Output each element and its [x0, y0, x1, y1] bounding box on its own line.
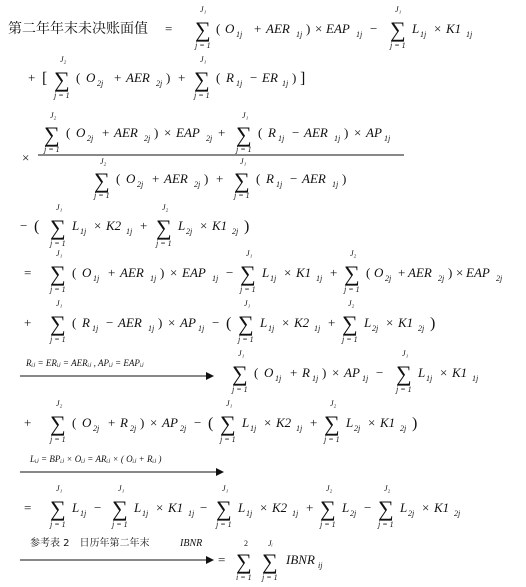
svg-text:j = 1: j = 1 [234, 191, 250, 200]
svg-text:): ) [344, 125, 349, 140]
svg-text:1j: 1j [148, 324, 155, 333]
svg-text:2j: 2j [350, 509, 357, 518]
svg-text:∑: ∑ [232, 361, 248, 386]
svg-text:−: − [376, 365, 384, 380]
svg-text:1j: 1j [93, 274, 100, 283]
svg-text:L: L [178, 218, 186, 233]
svg-text:R: R [268, 125, 276, 140]
svg-text:L: L [134, 500, 142, 515]
svg-text:2j: 2j [206, 134, 213, 143]
arrow-head [206, 372, 214, 380]
svg-text:2j: 2j [87, 134, 94, 143]
svg-text:+: + [152, 171, 160, 186]
svg-text:×: × [368, 415, 376, 430]
svg-text:+: + [290, 365, 298, 380]
svg-text:×: × [168, 315, 176, 330]
svg-text:−: − [250, 70, 258, 85]
svg-text:K2: K2 [272, 500, 288, 515]
svg-text:AP: AP [344, 365, 360, 380]
svg-text:+: + [254, 21, 262, 36]
svg-text:2j: 2j [372, 324, 379, 333]
svg-text:): ) [154, 125, 159, 140]
svg-text:∑: ∑ [44, 122, 60, 147]
svg-text:−: − [94, 500, 102, 515]
svg-text:∑: ∑ [50, 496, 66, 521]
svg-text:−: − [212, 315, 220, 330]
svg-text:2j: 2j [418, 324, 425, 333]
svg-text:O: O [76, 125, 86, 140]
svg-text:j = 1: j = 1 [262, 573, 278, 582]
svg-text:): ) [306, 21, 311, 36]
svg-text:j = 1: j = 1 [344, 285, 360, 294]
svg-text:2j: 2j [354, 424, 361, 433]
svg-text:∑: ∑ [390, 17, 406, 42]
svg-text:j = 1: j = 1 [378, 520, 394, 529]
svg-text:+: + [108, 265, 116, 280]
svg-text:+: + [28, 70, 36, 85]
svg-text:=: = [24, 265, 32, 280]
svg-text:j = 1: j = 1 [240, 285, 256, 294]
svg-text:O: O [126, 171, 136, 186]
svg-text:1j: 1j [150, 274, 157, 283]
svg-text:2j: 2j [93, 424, 100, 433]
svg-text:(: ( [254, 365, 259, 380]
svg-text:L: L [262, 265, 270, 280]
sum-sign: ∑ [195, 17, 211, 42]
svg-text:−: − [226, 265, 234, 280]
svg-text:×: × [156, 500, 164, 515]
svg-text:J₂: J₂ [56, 399, 63, 408]
svg-text:1j: 1j [332, 180, 339, 189]
svg-text:j = 1: j = 1 [320, 520, 336, 529]
svg-text:O: O [82, 265, 92, 280]
svg-text:∑: ∑ [50, 261, 66, 286]
svg-text:[: [ [42, 70, 48, 87]
svg-text:J₂: J₂ [350, 249, 357, 258]
svg-text:1j: 1j [80, 509, 87, 518]
svg-text:ij: ij [318, 561, 323, 570]
svg-text:O: O [264, 365, 274, 380]
svg-text:): ) [322, 365, 327, 380]
svg-text:1j: 1j [142, 509, 149, 518]
svg-text:(: ( [34, 218, 40, 235]
svg-text:AER: AER [164, 171, 188, 186]
svg-text:+: + [24, 315, 32, 330]
svg-text:): ) [160, 265, 165, 280]
svg-text:j = 1: j = 1 [50, 520, 66, 529]
svg-text:L: L [242, 415, 250, 430]
svg-text:2j: 2j [97, 79, 104, 88]
svg-text:×: × [422, 500, 430, 515]
svg-text:2j: 2j [438, 274, 445, 283]
svg-text:+: + [108, 415, 116, 430]
svg-text:L: L [72, 218, 80, 233]
svg-text:Jᵢ: Jᵢ [268, 539, 273, 548]
svg-text:2j: 2j [194, 180, 201, 189]
svg-text:AER: AER [302, 171, 326, 186]
svg-text:K1: K1 [168, 500, 184, 515]
svg-text:K2: K2 [276, 415, 292, 430]
svg-text:∑: ∑ [396, 361, 412, 386]
svg-text:×: × [94, 218, 102, 233]
svg-text:1j: 1j [292, 509, 299, 518]
svg-text:×: × [22, 150, 30, 165]
annotation-step3: Rᵢⱼ = ERᵢⱼ = AERᵢⱼ , APᵢⱼ = EAPᵢⱼ [26, 358, 144, 368]
svg-text:J₁: J₁ [56, 203, 63, 212]
svg-text:×: × [164, 125, 172, 140]
svg-text:K1: K1 [434, 500, 450, 515]
svg-text:+: + [102, 125, 110, 140]
svg-text:j = 1: j = 1 [236, 145, 252, 154]
svg-text:AP: AP [162, 415, 178, 430]
svg-text:+: + [398, 265, 406, 280]
svg-text:×: × [260, 500, 268, 515]
svg-text:1j: 1j [296, 30, 303, 39]
svg-text:K1: K1 [212, 218, 228, 233]
svg-text:+: + [306, 500, 314, 515]
svg-text:1j: 1j [278, 134, 285, 143]
annotation-step4: Lᵢⱼ = BPᵢⱼ × Oᵢⱼ = ARᵢⱼ × ( Oᵢⱼ + Rᵢⱼ ) [30, 454, 162, 464]
svg-text:+: + [114, 70, 122, 85]
svg-text:1j: 1j [268, 324, 275, 333]
svg-text:2j: 2j [400, 424, 407, 433]
svg-text:×: × [150, 415, 158, 430]
svg-text:L: L [72, 500, 80, 515]
svg-text:]: ] [300, 70, 306, 87]
svg-text:L: L [346, 415, 354, 430]
svg-text:(: ( [216, 70, 221, 85]
svg-text:j = 1: j = 1 [324, 435, 340, 444]
svg-text:×: × [440, 365, 448, 380]
svg-text:R: R [120, 415, 128, 430]
svg-text:J₁: J₁ [246, 249, 253, 258]
var-ibnr: IBNR [286, 552, 315, 567]
svg-text:∑: ∑ [156, 215, 172, 240]
svg-text:×: × [315, 21, 323, 36]
svg-text:+: + [328, 315, 336, 330]
svg-text:R: R [82, 315, 90, 330]
svg-text:AER: AER [114, 125, 138, 140]
svg-text:2j: 2j [137, 180, 144, 189]
svg-text:J₂: J₂ [330, 399, 337, 408]
svg-text:K2: K2 [294, 315, 310, 330]
svg-text:j = 1: j = 1 [390, 41, 406, 50]
svg-text:(: ( [216, 21, 221, 36]
svg-text:=: = [24, 500, 32, 515]
svg-text:K1: K1 [398, 315, 414, 330]
svg-text:j = 1: j = 1 [44, 145, 60, 154]
svg-text:1j: 1j [316, 274, 323, 283]
var-k1: K1 [446, 21, 462, 36]
svg-text:AER: AER [126, 70, 150, 85]
svg-text:2j: 2j [130, 424, 137, 433]
var-aer: AER [266, 21, 290, 36]
svg-text:(: ( [116, 171, 121, 186]
svg-text:×: × [200, 218, 208, 233]
svg-text:2j: 2j [144, 134, 151, 143]
svg-text:×: × [456, 265, 464, 280]
svg-text:J₁: J₁ [242, 111, 249, 120]
svg-text:O: O [82, 415, 92, 430]
svg-text:J₂: J₂ [348, 299, 355, 308]
var-l: L [412, 21, 420, 36]
annotation-step6-term: IBNR [180, 538, 203, 549]
svg-text:J₁: J₁ [56, 484, 63, 493]
svg-text:L: L [342, 500, 350, 515]
svg-text:1j: 1j [282, 79, 289, 88]
svg-text:1j: 1j [246, 509, 253, 518]
svg-text:j = 1: j = 1 [54, 91, 70, 100]
svg-text:1j: 1j [212, 274, 219, 283]
svg-text:O: O [374, 265, 384, 280]
svg-text:K1: K1 [380, 415, 396, 430]
svg-text:×: × [170, 265, 178, 280]
svg-text:×: × [386, 315, 394, 330]
svg-text:): ) [204, 171, 209, 186]
svg-text:L: L [400, 500, 408, 515]
svg-text:AP: AP [180, 315, 196, 330]
svg-text:1j: 1j [236, 30, 243, 39]
var-eap: EAP [326, 21, 350, 36]
svg-text:J₁: J₁ [238, 349, 245, 358]
svg-text:): ) [448, 265, 453, 280]
svg-text:(: ( [72, 265, 77, 280]
svg-text:1j: 1j [80, 227, 87, 236]
svg-text:1j: 1j [472, 374, 479, 383]
svg-text:J₁: J₁ [118, 484, 125, 493]
svg-text:J₂: J₂ [50, 111, 57, 120]
svg-text:2j: 2j [180, 424, 187, 433]
svg-text:=: = [218, 552, 226, 567]
svg-text:−: − [292, 125, 300, 140]
svg-text:∑: ∑ [324, 411, 340, 436]
svg-text:EAP: EAP [176, 125, 200, 140]
svg-text:j = 1: j = 1 [220, 435, 236, 444]
svg-text:1j: 1j [356, 30, 363, 39]
svg-text:i = 1: i = 1 [236, 573, 252, 582]
svg-text:+: + [216, 171, 224, 186]
svg-text:R: R [266, 171, 274, 186]
svg-text:J₁: J₁ [56, 249, 63, 258]
svg-text:−: − [370, 21, 378, 36]
svg-text:−: − [20, 218, 28, 233]
svg-text:∑: ∑ [50, 215, 66, 240]
svg-text:1j: 1j [236, 79, 243, 88]
svg-text:2j: 2j [156, 79, 163, 88]
svg-text:j = 1: j = 1 [50, 335, 66, 344]
svg-text:(: ( [72, 415, 77, 430]
svg-text:∑: ∑ [50, 311, 66, 336]
lhs-label: 第二年年末未决账面值 [8, 21, 148, 37]
var-ap: AP [366, 125, 382, 140]
svg-text:j = 1: j = 1 [94, 191, 110, 200]
svg-text:+: + [24, 415, 32, 430]
svg-text:∑: ∑ [54, 67, 70, 92]
svg-text:×: × [284, 265, 292, 280]
svg-text:1j: 1j [362, 374, 369, 383]
svg-text:j = 1: j = 1 [50, 435, 66, 444]
svg-text:(: ( [76, 70, 81, 85]
svg-text:×: × [332, 365, 340, 380]
svg-text:J₁: J₁ [240, 157, 247, 166]
svg-text:L: L [260, 315, 268, 330]
svg-text:2j: 2j [385, 274, 392, 283]
svg-text:∑: ∑ [216, 496, 232, 521]
svg-text:×: × [264, 415, 272, 430]
svg-text:J₁: J₁ [200, 55, 207, 64]
var-o: O [225, 21, 235, 36]
svg-text:×: × [434, 21, 442, 36]
svg-text:J₂: J₂ [162, 203, 169, 212]
svg-text:1j: 1j [312, 374, 319, 383]
svg-text:∑: ∑ [234, 168, 250, 193]
svg-text:(: ( [72, 315, 77, 330]
svg-text:AER: AER [304, 125, 328, 140]
svg-text:J₂: J₂ [326, 484, 333, 493]
svg-text:∑: ∑ [94, 168, 110, 193]
svg-text:∑: ∑ [320, 496, 336, 521]
svg-text:1j: 1j [198, 324, 205, 333]
svg-text:): ) [166, 70, 171, 85]
svg-text:∑: ∑ [236, 122, 252, 147]
sum-upper: J₁ [200, 5, 207, 14]
svg-text:∑: ∑ [262, 549, 278, 574]
svg-text:2: 2 [244, 539, 248, 548]
svg-text:): ) [244, 218, 250, 235]
svg-text:(: ( [208, 415, 214, 432]
var-er: ER [262, 70, 278, 85]
svg-text:1j: 1j [426, 374, 433, 383]
svg-text:+: + [140, 218, 148, 233]
svg-text:∑: ∑ [236, 549, 252, 574]
svg-text:): ) [342, 171, 347, 186]
svg-text:): ) [140, 415, 145, 430]
svg-text:j = 1: j = 1 [156, 239, 172, 248]
svg-text:1j: 1j [250, 424, 257, 433]
svg-text:−: − [106, 315, 114, 330]
svg-text:×: × [282, 315, 290, 330]
svg-text:1j: 1j [314, 324, 321, 333]
svg-text:): ) [430, 315, 436, 332]
svg-text:j = 1: j = 1 [50, 285, 66, 294]
svg-text:(: ( [66, 125, 71, 140]
svg-text:AER: AER [120, 265, 144, 280]
svg-text:K1: K1 [296, 265, 312, 280]
svg-text:1j: 1j [466, 30, 473, 39]
svg-text:(: ( [256, 171, 261, 186]
svg-text:AER: AER [118, 315, 142, 330]
svg-text:1j: 1j [270, 274, 277, 283]
svg-text:J₁: J₁ [244, 299, 251, 308]
svg-text:AER: AER [408, 265, 432, 280]
svg-text:∑: ∑ [344, 261, 360, 286]
svg-text:(: ( [226, 315, 232, 332]
svg-text:J₂: J₂ [100, 157, 107, 166]
var-k2: K2 [106, 218, 122, 233]
svg-text:L: L [364, 315, 372, 330]
svg-text:j = 1: j = 1 [342, 335, 358, 344]
svg-text:O: O [86, 70, 96, 85]
svg-text:−: − [364, 500, 372, 515]
svg-text:R: R [302, 365, 310, 380]
svg-text:L: L [418, 365, 426, 380]
svg-text:2j: 2j [408, 509, 415, 518]
svg-text:): ) [292, 70, 297, 85]
svg-text:+: + [310, 415, 318, 430]
svg-text:J₁: J₁ [395, 5, 402, 14]
svg-text:j = 1: j = 1 [396, 385, 412, 394]
svg-text:1j: 1j [275, 374, 282, 383]
svg-text:∑: ∑ [240, 261, 256, 286]
svg-text:j = 1: j = 1 [216, 520, 232, 529]
svg-text:1j: 1j [296, 424, 303, 433]
svg-text:j = 1: j = 1 [50, 239, 66, 248]
svg-text:1j: 1j [420, 30, 427, 39]
eq-sign: = [165, 21, 173, 36]
svg-text:∑: ∑ [342, 311, 358, 336]
svg-text:EAP: EAP [182, 265, 206, 280]
svg-text:∑: ∑ [378, 496, 394, 521]
svg-text:1j: 1j [384, 134, 391, 143]
svg-text:1j: 1j [188, 509, 195, 518]
svg-text:−: − [194, 415, 202, 430]
svg-text:−: − [290, 171, 298, 186]
svg-text:∑: ∑ [50, 411, 66, 436]
annotation-step6: 参考表 2 日历年第二年末 [30, 538, 150, 549]
svg-text:L: L [238, 500, 246, 515]
svg-text:1j: 1j [334, 134, 341, 143]
svg-text:j = 1: j = 1 [194, 91, 210, 100]
sum-lower: j = 1 [195, 41, 211, 50]
svg-text:2j: 2j [232, 227, 239, 236]
svg-text:1j: 1j [276, 180, 283, 189]
svg-text:∑: ∑ [238, 311, 254, 336]
svg-text:j = 1: j = 1 [238, 335, 254, 344]
svg-text:j = 1: j = 1 [232, 385, 248, 394]
svg-text:): ) [158, 315, 163, 330]
svg-text:∑: ∑ [194, 67, 210, 92]
svg-text:+: + [218, 125, 226, 140]
svg-text:2j: 2j [454, 509, 461, 518]
svg-text:J₂: J₂ [384, 484, 391, 493]
svg-text:J₁: J₁ [402, 349, 409, 358]
var-r: R [226, 70, 234, 85]
svg-text:∑: ∑ [220, 411, 236, 436]
svg-text:J₁: J₁ [56, 299, 63, 308]
svg-text:(: ( [258, 125, 263, 140]
svg-text:J₁: J₁ [226, 399, 233, 408]
svg-text:K1: K1 [452, 365, 468, 380]
svg-text:+: + [330, 265, 338, 280]
svg-text:×: × [354, 125, 362, 140]
svg-text:2j: 2j [186, 227, 193, 236]
svg-text:2j: 2j [496, 274, 503, 283]
svg-text:(: ( [366, 265, 371, 280]
svg-text:1j: 1j [126, 227, 133, 236]
svg-text:+: + [178, 70, 186, 85]
svg-text:∑: ∑ [112, 496, 128, 521]
svg-text:J₁: J₁ [222, 484, 229, 493]
svg-text:J₂: J₂ [60, 55, 67, 64]
svg-text:j = 1: j = 1 [112, 520, 128, 529]
svg-text:−: − [200, 500, 208, 515]
svg-text:EAP: EAP [466, 265, 490, 280]
svg-text:1j: 1j [92, 324, 99, 333]
svg-text:): ) [412, 415, 418, 432]
